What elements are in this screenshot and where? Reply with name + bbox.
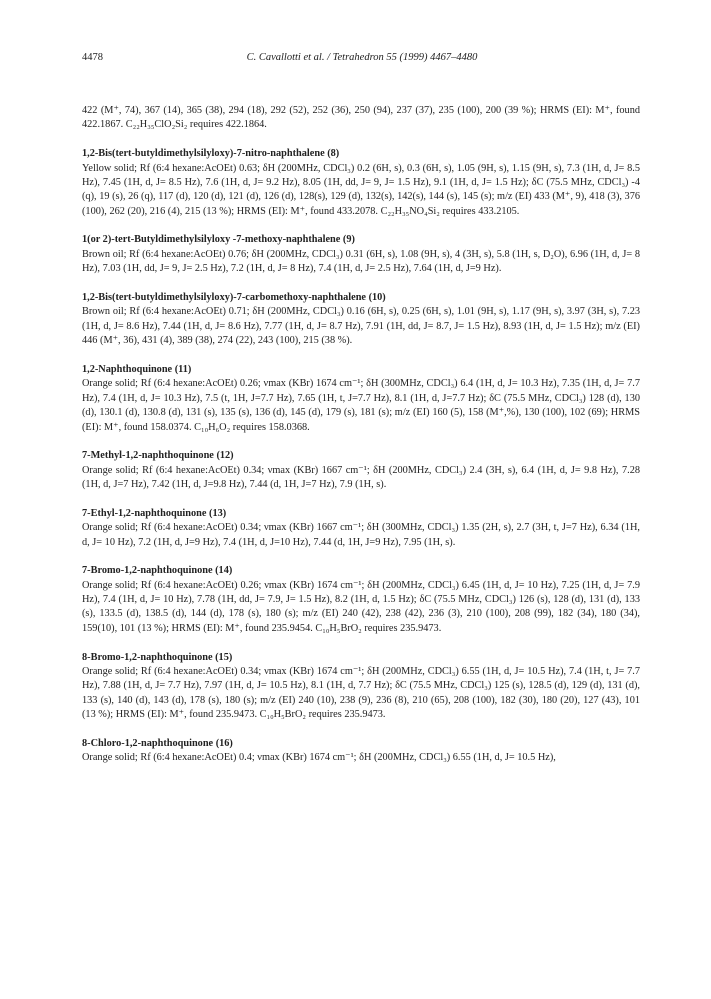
compound-entry-9 <box>82 233 640 276</box>
page-number: 4478 <box>82 52 103 63</box>
compound-title: 8-Chloro-1,2-naphthoquinone (16) <box>82 737 233 749</box>
compound-title: 8-Bromo-1,2-naphthoquinone (15) <box>82 651 233 663</box>
compound-entry-15 <box>82 651 640 723</box>
compound-title: 1,2-Bis(tert-butyldimethylsilyloxy)-7-nitro-naphthalene (8) <box>82 148 340 160</box>
compound-data: Orange solid; Rf (6:4 hexane:AcOEt) 0.26; νmax (KBr) 1674 cm⁻¹; δH (200MHz, CDCl₃) 6.45 (1H, d, J= 10 Hz), 7.25 (1H, d, J= 7.9 Hz), 7.4 (1H, d, J= 10 Hz), 7.78 (1H, dd, J= 7.9, J= 1.5 Hz), 8.2 (1H, d, 1.5 Hz); δC (75.5 MHz, CDCl₃) 126 (s), 128 (d), 131 (d), 133 (s), 133.5 (d), 138.5 (d), 144 (d), 178 (s), 180 (s); m/z (EI) 240 (42), 238 (42), 236 (3), 210 (100), 208 (99), 182 (34), 180 (34), 159(10), 101 (13 %); HRMS (EI): M⁺, found 235.9454. C₁₀H₅BrO₂ requires 235.9473. <box>82 579 640 634</box>
compound-entry-10 <box>82 291 640 349</box>
compound-entry-11 <box>82 363 640 435</box>
compound-entry-16 <box>82 737 640 766</box>
compound-data: Yellow solid; Rf (6:4 hexane:AcOEt) 0.63; δH (200MHz, CDCl₃) 0.2 (6H, s), 0.3 (6H, s), 1.05 (9H, s), 1.15 (9H, s), 7.3 (1H, d, J= 8.5 Hz), 7.45 (1H, d, J= 8.5 Hz), 7.6 (1H, d, J= 9.2 Hz), 8.05 (1H, dd, J= 9, J= 1.5 Hz), 9.1 (1H, d, J= 1.5 Hz); δC (75.5 MHz, CDCl₃) -4 (q), 19 (s), 26 (q), 117 (d), 120 (d), 121 (d), 126 (d), 128(s), 129 (d), 132(s), 142(s), 144 (s), 145 (s); m/z (EI) 433 (M⁺, 9), 418 (3), 376 (100), 262 (20), 216 (4), 215 (13 %); HRMS (EI): M⁺, found 433.2078. C₂₂H₃₅NO₄Si₂ requires 433.2105. <box>82 162 640 217</box>
compound-data: Orange solid; Rf (6:4 hexane:AcOEt) 0.4; νmax (KBr) 1674 cm⁻¹; δH (200MHz, CDCl₃) 6.55 (1H, d, J= 10.5 Hz), <box>82 752 556 764</box>
compound-entry-8 <box>82 147 640 219</box>
compound-title: 7-Methyl-1,2-naphthoquinone (12) <box>82 450 234 462</box>
compound-data: Orange solid; Rf (6:4 hexane:AcOEt) 0.34; νmax (KBr) 1674 cm⁻¹; δH (200MHz, CDCl₃) 6.55 (1H, d, J= 10.5 Hz), 7.4 (1H, t, J= 7.7 Hz), 7.88 (1H, d, J= 7.7 Hz), 7.97 (1H, d, J= 10.5 Hz), 8.1 (1H, d, 7.7 Hz); δC (75.5 MHz, CDCl₃) 125 (s), 128.5 (d), 129 (d), 131 (d), 133 (s), 140 (d), 143 (d), 178 (s), 180 (s); m/z (EI) 240 (10), 238 (9), 236 (8), 210 (65), 208 (100), 182 (30), 180 (20), 127 (43), 101 (13 %); HRMS (EI): M⁺, found 235.9473. C₁₀H₅BrO₂ requires 235.9473. <box>82 665 640 721</box>
compound-data: Brown oil; Rf (6:4 hexane:AcOEt) 0.76; δH (200MHz, CDCl₃) 0.31 (6H, s), 1.08 (9H, s), 4 (3H, s), 5.8 (1H, s, D₂O), 6.96 (1H, d, J= 8 Hz), 7.03 (1H, dd, J= 9, J= 2.5 Hz), 7.2 (1H, d, J= 8 Hz), 7.4 (1H, d, J= 2.5 Hz), 7.64 (1H, d, J=9 Hz). <box>82 248 640 275</box>
compound-data: Orange solid; Rf (6:4 hexane:AcOEt) 0.34; νmax (KBr) 1667 cm⁻¹; δH (300MHz, CDCl₃) 1.35 (2H, s), 2.7 (3H, t, J=7 Hz), 6.34 (1H, d, J= 10 Hz), 7.2 (1H, d, J=9 Hz), 7.4 (1H, d, J=10 Hz), 7.44 (d, 1H, J=9 Hz), 7.95 (1H, s). <box>82 522 640 548</box>
compound-entry-12 <box>82 449 640 492</box>
experimental-text <box>82 104 640 766</box>
continuation-paragraph: 422 (M⁺, 74), 367 (14), 365 (38), 294 (18), 292 (52), 252 (36), 250 (94), 237 (37), 235 (100), 200 (39 %); HRMS (EI): M⁺, found 422.1867. C₂₂H₃₅ClO₂Si₂ requires 422.1864. <box>82 105 640 131</box>
compound-entry-13 <box>82 507 640 550</box>
running-title: C. Cavallotti et al. / Tetrahedron 55 (1999) 4467–4480 <box>246 52 478 63</box>
compound-entry-14 <box>82 564 640 636</box>
compound-title: 1,2-Bis(tert-butyldimethylsilyloxy)-7-carbomethoxy-naphthalene (10) <box>82 291 386 303</box>
compound-title: 1,2-Naphthoquinone (11) <box>82 363 192 375</box>
compound-title: 7-Bromo-1,2-naphthoquinone (14) <box>82 565 233 577</box>
compound-data: Orange solid; Rf (6:4 hexane:AcOEt) 0.34; νmax (KBr) 1667 cm⁻¹; δH (200MHz, CDCl₃) 2.4 (3H, s), 6.4 (1H, d, J= 9.8 Hz), 7.28 (1H, d, J=7 Hz), 7.42 (1H, d, J=9.8 Hz), 7.44 (d, 1H, J=7 Hz), 7.9 (1H, s). <box>82 464 640 491</box>
compound-data: Brown oil; Rf (6:4 hexane:AcOEt) 0.71; δH (200MHz, CDCl₃) 0.16 (6H, s), 0.25 (6H, s), 1.01 (9H, s), 1.17 (9H, s), 3.97 (3H, s), 7.23 (1H, d, J= 8.6 Hz), 7.44 (1H, d, J= 8.6 Hz), 7.77 (1H, d, J= 8.7 Hz), 7.91 (1H, dd, J= 8.7, J= 1.5 Hz), 8.93 (1H, d, J= 1.5 Hz); m/z (EI) 446 (M⁺, 36), 431 (4), 389 (38), 274 (22), 243 (100), 215 (38 %). <box>82 306 640 347</box>
page-header <box>82 52 642 68</box>
compound-data: Orange solid; Rf (6:4 hexane:AcOEt) 0.26; νmax (KBr) 1674 cm⁻¹; δH (300MHz, CDCl₃) 6.4 (1H, d, J= 10.3 Hz), 7.35 (1H, d, J= 7.7 Hz), 7.4 (1H, d, J= 10.3 Hz), 7.5 (t, 1H, J=7.7 Hz), 7.65 (1H, t, J=7.7 Hz), 8.1 (1H, d, J=7.7 Hz); δC (75.5 MHz, CDCl₃) 128 (d), 130 (d), 130.1 (d), 130.8 (d), 131 (s), 135 (s), 136 (d), 145 (d), 179 (s), 181 (s); m/z (EI) 160 (5), 158 (M⁺,%), 130 (100), 102 (69); HRMS (EI): M⁺, found 158.0374. C₁₀H₆O₂ requires 158.0368. <box>82 378 640 433</box>
compound-title: 1(or 2)-tert-Butyldimethylsilyloxy -7-methoxy-naphthalene (9) <box>82 234 355 246</box>
compound-title: 7-Ethyl-1,2-naphthoquinone (13) <box>82 507 227 519</box>
